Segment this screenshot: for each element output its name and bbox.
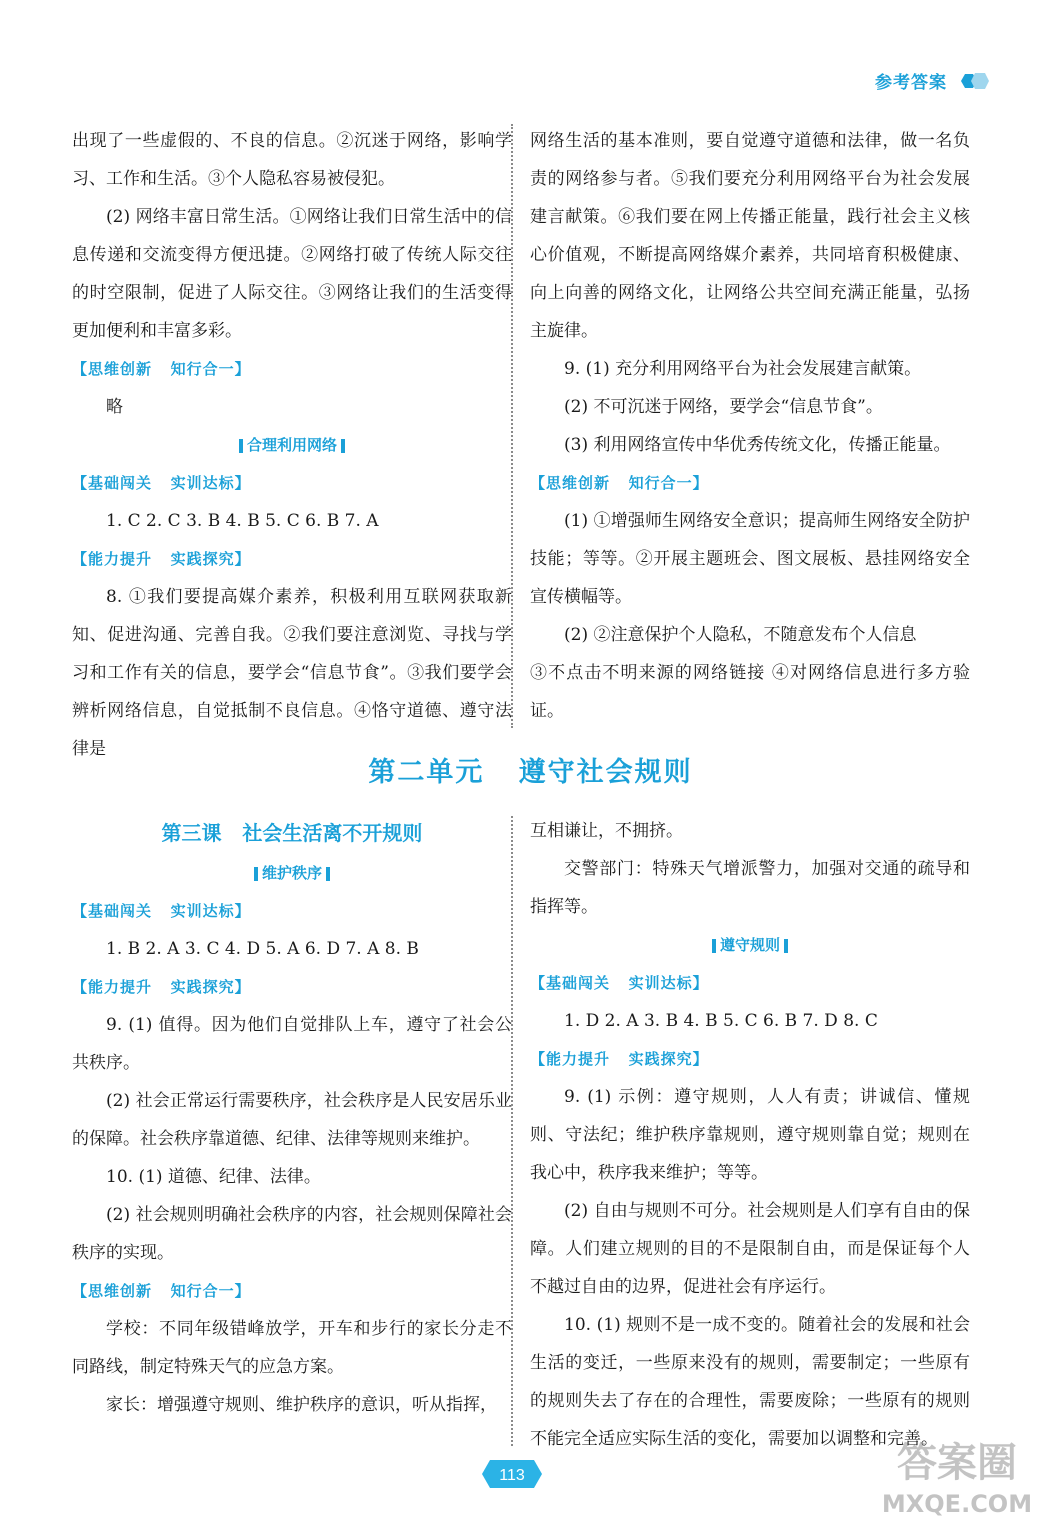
paragraph: 1. B 2. A 3. C 4. D 5. A 6. D 7. A 8. B (106, 939, 419, 959)
topic-heading-text: 遵守规则 (719, 936, 780, 954)
paragraph: (1) ①增强师生网络安全意识；提高师生网络安全防护技能；等等。②开展主题班会、图文展板、悬挂网络安全宣传横幅等。 (530, 511, 970, 607)
paragraph: 交警部门：特殊天气增派警力，加强对交通的疏导和指挥等。 (530, 859, 970, 917)
right-column-top (530, 122, 970, 730)
section-label: 【基础闯关 实训达标】 (530, 974, 709, 992)
topic-heading (72, 426, 512, 464)
topic-heading-text: 维护秩序 (261, 864, 322, 882)
paragraph: 家长：增强遵守规则、维护秩序的意识，听从指挥， (106, 1395, 497, 1415)
paragraph: ③不点击不明来源的网络链接 ④对网络信息进行多方验证。 (530, 663, 970, 721)
section-label: 【能力提升 实践探究】 (72, 978, 251, 996)
section-label: 【能力提升 实践探究】 (72, 550, 251, 568)
paragraph: (2) 不可沉迷于网络，要学会“信息节食”。 (564, 397, 883, 417)
paragraph: (2) 自由与规则不可分。社会规则是人们享有自由的保障。人们建立规则的目的不是限制自由，而是保证每个人不越过自由的边界，促进社会有序运行。 (530, 1201, 970, 1297)
paragraph: (3) 利用网络宣传中华优秀传统文化，传播正能量。 (564, 435, 951, 455)
watermark-logo (877, 1424, 1037, 1524)
left-column-top (72, 122, 512, 768)
paragraph: 1. D 2. A 3. B 4. B 5. C 6. B 7. D 8. C (564, 1011, 878, 1031)
topic-heading (530, 926, 970, 964)
left-column-bottom (72, 812, 512, 1424)
heading-bar-left (712, 939, 716, 953)
heading-bar-right (784, 939, 788, 953)
running-header (875, 68, 993, 93)
paragraph: 互相谦让，不拥挤。 (530, 821, 683, 841)
hexagon-decoration-icon (953, 69, 993, 93)
heading-bar-right (341, 439, 345, 453)
watermark-line1: 答案圈 (897, 1440, 1017, 1486)
header-label: 参考答案 (875, 73, 947, 93)
column-divider-bottom (511, 816, 513, 1446)
paragraph: 9. (1) 值得。因为他们自觉排队上车，遵守了社会公共秩序。 (72, 1015, 512, 1073)
paragraph: 网络生活的基本准则，要自觉遵守道德和法律，做一名负责的网络参与者。⑤我们要充分利用网络平台为社会发展建言献策。⑥我们要在网上传播正能量，践行社会主义核心价值观，不断提高网络媒介素养，共同培育积极健康、向上向善的网络文化，让网络公共空间充满正能量，弘扬主旋律。 (530, 131, 970, 341)
lesson-title: 第三课 社会生活离不开规则 (161, 821, 423, 845)
page-number-badge (482, 1460, 542, 1488)
section-label: 【思维创新 知行合一】 (72, 1282, 251, 1300)
section-label: 【基础闯关 实训达标】 (72, 474, 251, 492)
heading-bar-left (254, 867, 258, 881)
paragraph: 学校：不同年级错峰放学，开车和步行的家长分走不同路线，制定特殊天气的应急方案。 (72, 1319, 512, 1377)
page-number: 113 (499, 1467, 525, 1484)
topic-heading (72, 854, 512, 892)
paragraph: (2) ②注意保护个人隐私，不随意发布个人信息 (564, 625, 917, 645)
topic-heading-text: 合理利用网络 (246, 436, 337, 454)
section-label: 【思维创新 知行合一】 (530, 474, 709, 492)
unit-title: 第二单元 遵守社会规则 (368, 757, 693, 788)
paragraph: (2) 社会正常运行需要秩序，社会秩序是人民安居乐业的保障。社会秩序靠道德、纪律、法律等规则来维护。 (72, 1091, 512, 1149)
paragraph: (2) 社会规则明确社会秩序的内容，社会规则保障社会秩序的实现。 (72, 1205, 512, 1263)
column-divider-top (511, 124, 513, 728)
paragraph: 10. (1) 道德、纪律、法律。 (106, 1167, 321, 1187)
paragraph: (2) 网络丰富日常生活。①网络让我们日常生活中的信息传递和交流变得方便迅捷。②网络打破了传统人际交往的时空限制，促进了人际交往。③网络让我们的生活变得更加便利和丰富多彩。 (72, 207, 512, 341)
section-label: 【基础闯关 实训达标】 (72, 902, 251, 920)
watermark-line2: MXQE.COM (881, 1490, 1033, 1518)
paragraph: 略 (106, 397, 123, 417)
heading-bar-left (239, 439, 243, 453)
paragraph: 1. C 2. C 3. B 4. B 5. C 6. B 7. A (106, 511, 379, 531)
section-label: 【思维创新 知行合一】 (72, 360, 251, 378)
paragraph: 10. (1) 规则不是一成不变的。随着社会的发展和社会生活的变迁，一些原来没有的规则，需要制定；一些原有的规则失去了存在的合理性，需要废除；一些原有的规则不能完全适应实际生活的变化，需要加以调整和完善。 (530, 1315, 970, 1449)
heading-bar-right (326, 867, 330, 881)
section-label: 【能力提升 实践探究】 (530, 1050, 709, 1068)
paragraph: 9. (1) 充分利用网络平台为社会发展建言献策。 (564, 359, 922, 379)
paragraph: 8. ①我们要提高媒介素养，积极利用互联网获取新知、促进沟通、完善自我。②我们要注意浏览、寻找与学习和工作有关的信息，要学会“信息节食”。③我们要学会辨析网络信息，自觉抵制不良信息。④恪守道德、遵守法律是 (72, 587, 512, 759)
paragraph: 9. (1) 示例：遵守规则，人人有责；讲诚信、懂规则、守法纪；维护秩序靠规则，遵守规则靠自觉；规则在我心中，秩序我来维护；等等。 (530, 1087, 970, 1183)
paragraph: 出现了一些虚假的、不良的信息。②沉迷于网络，影响学习、工作和生活。③个人隐私容易被侵犯。 (72, 131, 512, 189)
right-column-bottom (530, 812, 970, 1458)
